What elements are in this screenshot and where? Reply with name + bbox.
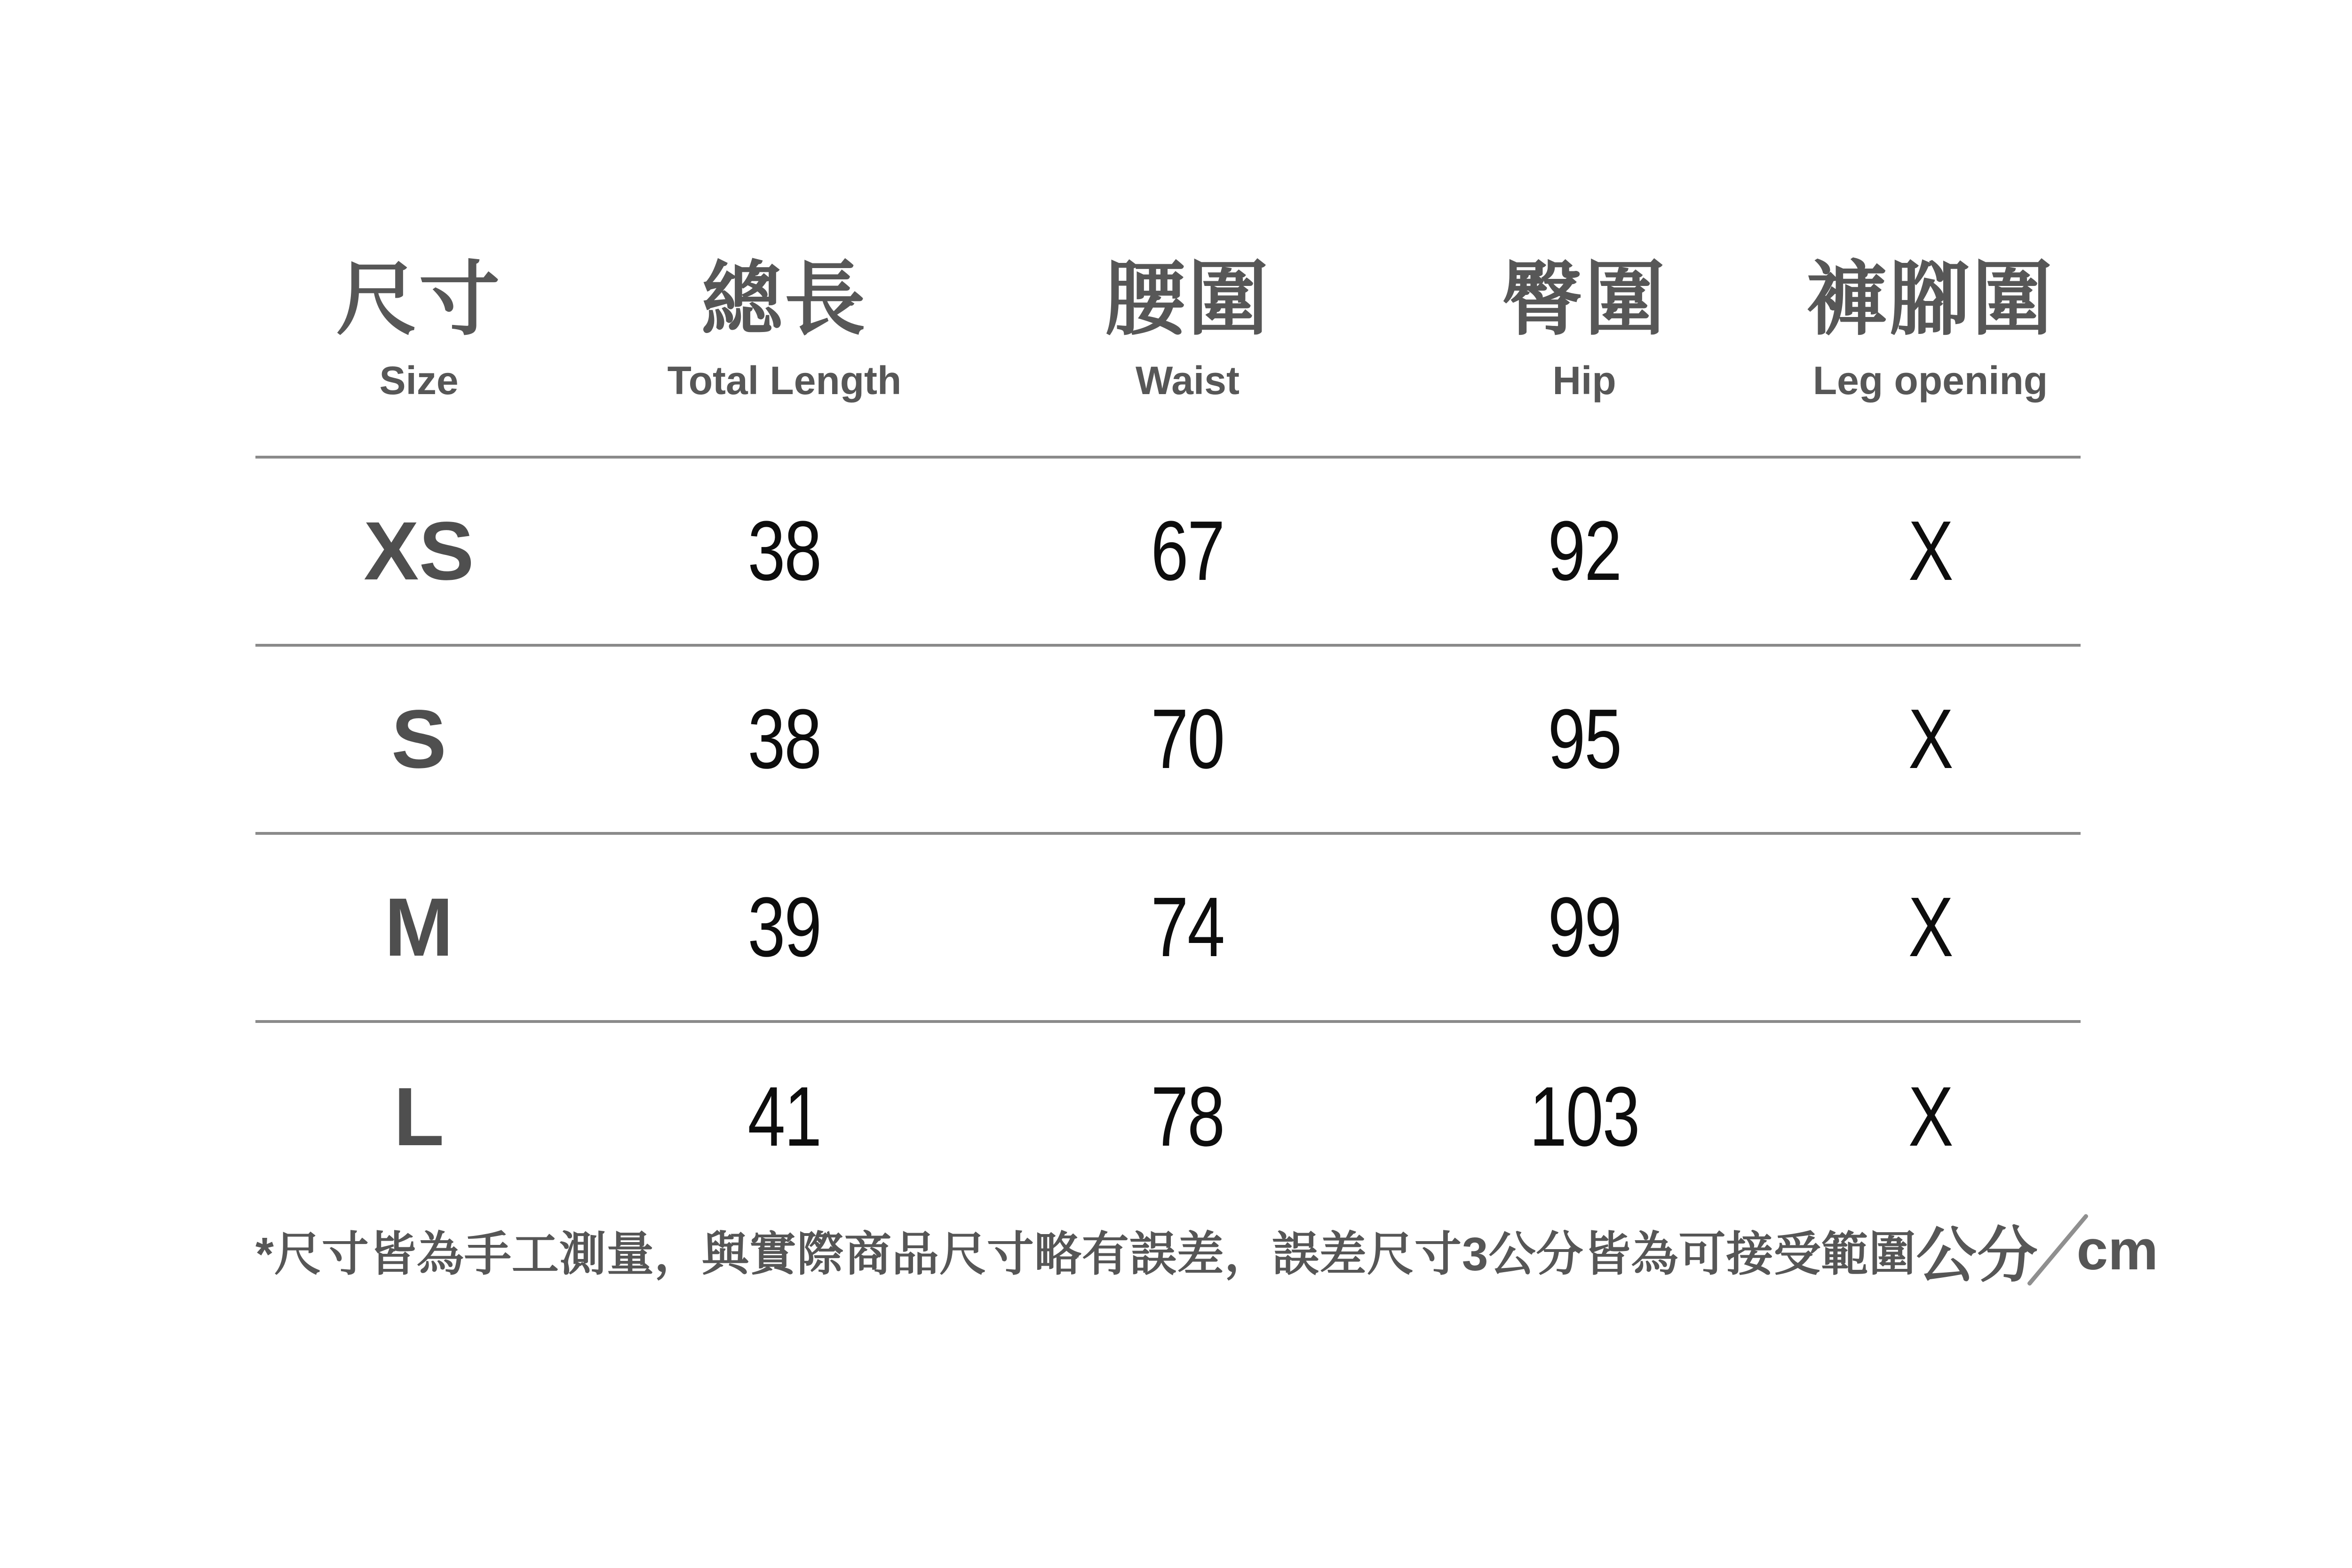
size-label: M: [384, 881, 453, 974]
header-cell-waist: [986, 256, 1389, 456]
total-length-cell: [582, 1069, 986, 1164]
size-label: S: [391, 693, 447, 785]
hip-value: 95: [1548, 692, 1621, 786]
measurement-disclaimer: *尺寸皆為手工測量，與實際商品尺寸略有誤差，誤差尺寸3公分皆為可接受範圍: [255, 1227, 1916, 1281]
waist-cell: [986, 504, 1389, 598]
waist-value: 74: [1151, 880, 1224, 974]
size-cell: [255, 693, 582, 785]
unit-zh-label: 公分: [1916, 1221, 2039, 1289]
size-label: XS: [364, 505, 474, 597]
header-leg-opening-en: Leg opening: [1812, 358, 2048, 403]
leg-opening-cell: [1780, 1069, 2081, 1164]
size-table: [255, 256, 2081, 1211]
waist-cell: [986, 880, 1389, 974]
table-row-s: [255, 647, 2081, 835]
leg-opening-value: X: [1908, 880, 1953, 974]
header-size-en: Size: [379, 358, 459, 403]
leg-opening-value: X: [1908, 692, 1953, 786]
table-row-l: [255, 1023, 2081, 1211]
header-cell-leg-opening: [1780, 256, 2081, 456]
hip-value: 92: [1548, 504, 1621, 598]
leg-opening-value: X: [1908, 504, 1953, 598]
waist-value: 67: [1151, 504, 1224, 598]
hip-value: 99: [1548, 880, 1621, 974]
total-length-value: 41: [747, 1069, 821, 1164]
leg-opening-value: X: [1908, 1069, 1953, 1164]
size-cell: [255, 881, 582, 974]
header-total-length-zh: 總長: [701, 254, 867, 345]
header-waist-en: Waist: [1136, 358, 1240, 403]
header-waist-zh: 腰圍: [1104, 254, 1271, 345]
hip-cell: [1389, 504, 1780, 598]
leg-opening-cell: [1780, 692, 2081, 786]
total-length-value: 38: [747, 504, 821, 598]
hip-cell: [1389, 880, 1780, 974]
header-hip-en: Hip: [1552, 358, 1616, 403]
hip-value: 103: [1529, 1069, 1639, 1164]
header-hip-zh: 臀圍: [1502, 254, 1667, 345]
total-length-value: 38: [747, 692, 821, 786]
size-label: L: [393, 1071, 445, 1163]
unit-en-label: cm: [2076, 1218, 2158, 1282]
header-cell-hip: [1389, 256, 1780, 456]
size-cell: [255, 1071, 582, 1163]
header-total-length-en: Total Length: [667, 358, 902, 403]
hip-cell: [1389, 692, 1780, 786]
header-cell-size: [255, 256, 582, 456]
size-cell: [255, 505, 582, 597]
leg-opening-cell: [1780, 880, 2081, 974]
waist-cell: [986, 692, 1389, 786]
hip-cell: [1389, 1069, 1780, 1164]
waist-value: 78: [1151, 1069, 1224, 1164]
header-cell-total-length: [582, 256, 986, 456]
leg-opening-cell: [1780, 504, 2081, 598]
unit-label: [1916, 1204, 2158, 1296]
waist-value: 70: [1151, 692, 1224, 786]
table-header-row: [255, 256, 2081, 459]
total-length-cell: [582, 880, 986, 974]
total-length-value: 39: [747, 880, 821, 974]
waist-cell: [986, 1069, 1389, 1164]
header-size-zh: 尺寸: [336, 254, 502, 345]
header-leg-opening-zh: 褲腳圍: [1806, 254, 2055, 345]
total-length-cell: [582, 692, 986, 786]
table-row-m: [255, 835, 2081, 1023]
total-length-cell: [582, 504, 986, 598]
footer: [255, 1199, 2158, 1300]
table-row-xs: [255, 459, 2081, 647]
